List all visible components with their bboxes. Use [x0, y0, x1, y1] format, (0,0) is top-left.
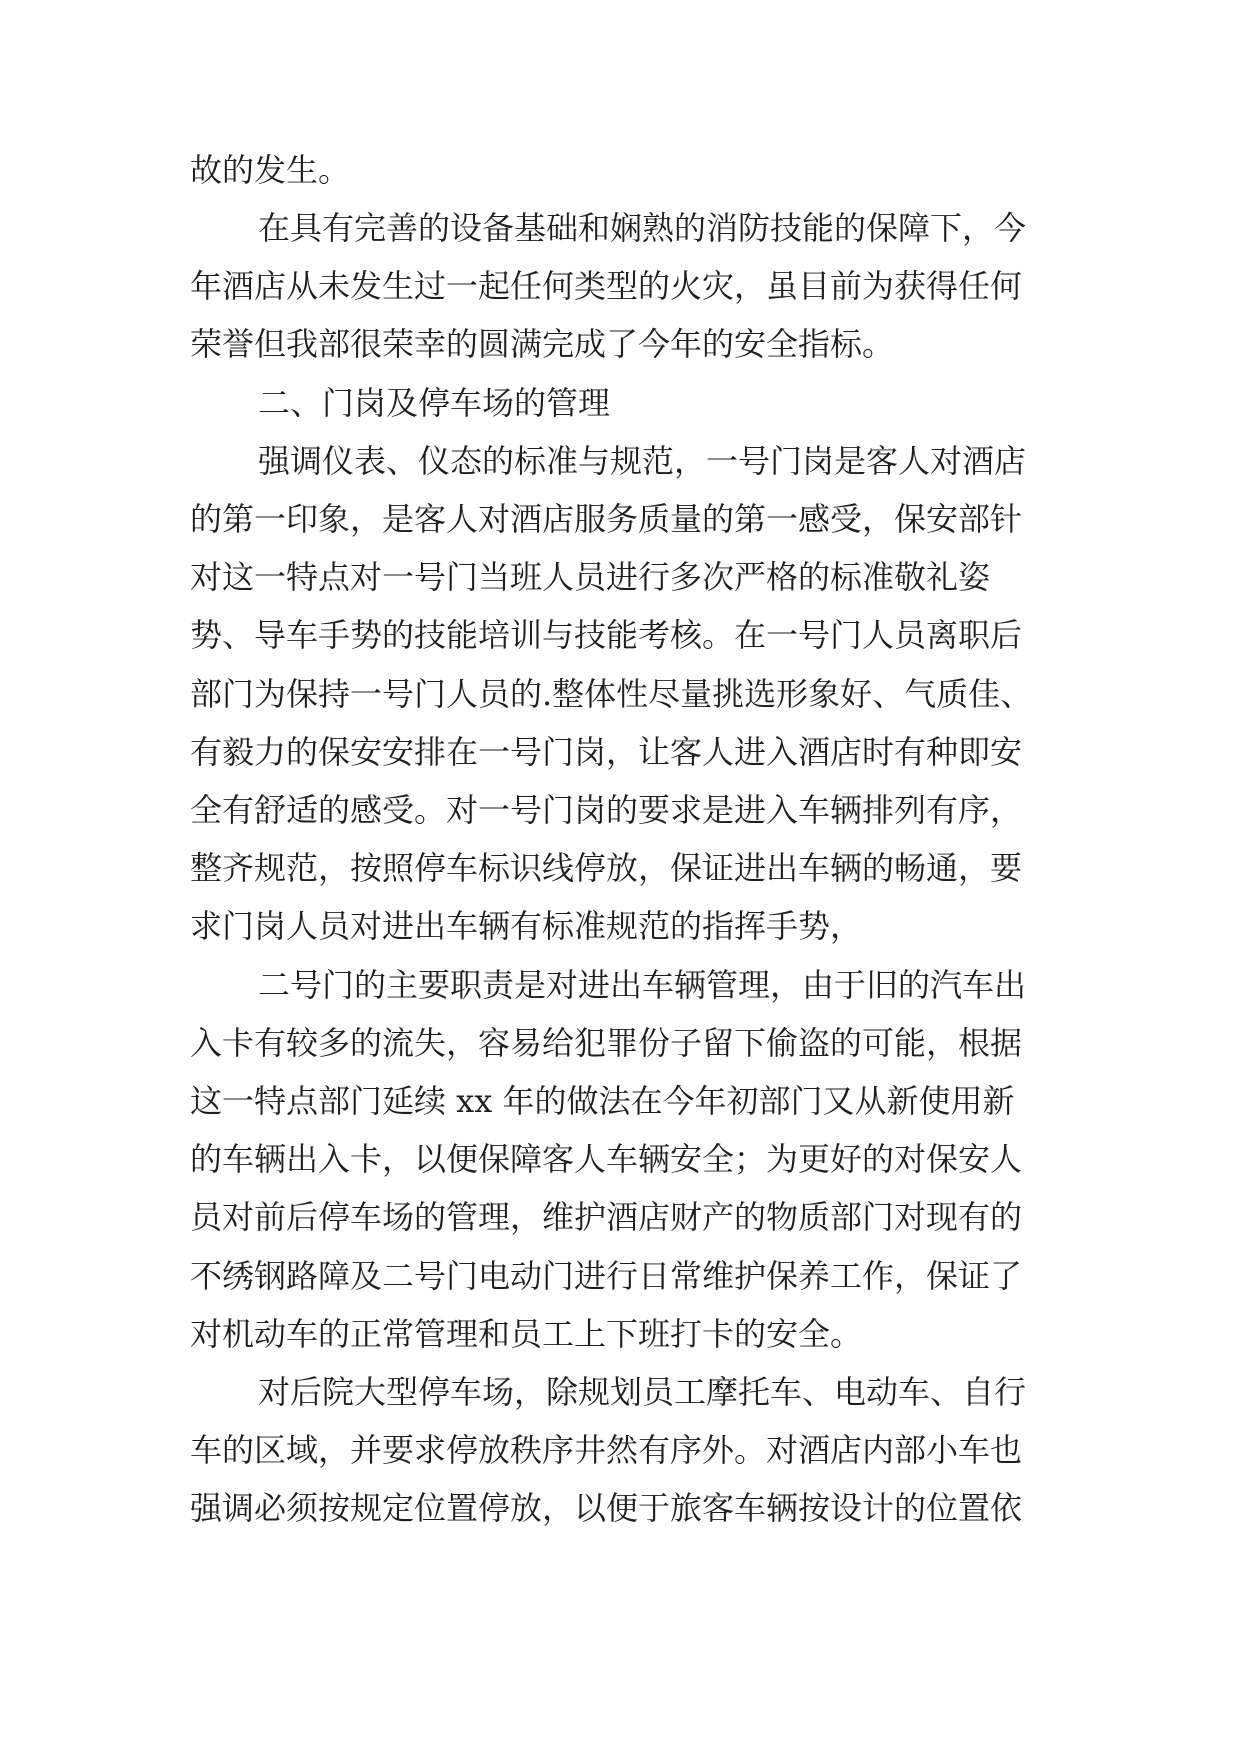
text-line: 车的区域，并要求停放秩序井然有序外。对酒店内部小车也 — [190, 1431, 1023, 1469]
text-line: 不绣钢路障及二号门电动门进行日常维护保养工作，保证了 — [190, 1257, 1023, 1295]
text-line: 势、导车手势的技能培训与技能考核。在一号门人员离职后 — [190, 616, 1023, 654]
text-line: 这一特点部门延续 xx 年的做法在今年初部门又从新使用新 — [190, 1082, 1015, 1120]
text-line: 有毅力的保安安排在一号门岗，让客人进入酒店时有种即安 — [190, 733, 1023, 771]
text-line: 对这一特点对一号门当班人员进行多次严格的标准敬礼姿 — [190, 558, 991, 596]
text-line: 员对前后停车场的管理，维护酒店财产的物质部门对现有的 — [190, 1198, 1023, 1236]
text-line: 求门岗人员对进出车辆有标准规范的指挥手势， — [190, 907, 863, 945]
text-line: 年酒店从未发生过一起任何类型的火灾，虽目前为获得任何 — [190, 267, 1023, 305]
text-line: 强调必须按规定位置停放，以便于旅客车辆按设计的位置依 — [190, 1489, 1023, 1527]
text-line: 入卡有较多的流失，容易给犯罪份子留下偷盗的可能，根据 — [190, 1024, 1023, 1062]
paragraph-first-line: 二号门的主要职责是对进出车辆管理，由于旧的汽车出 — [258, 966, 1027, 1004]
text-line: 的第一印象，是客人对酒店服务质量的第一感受，保安部针 — [190, 500, 1023, 538]
paragraph-first-line: 对后院大型停车场，除规划员工摩托车、电动车、自行 — [258, 1373, 1027, 1411]
text-line: 故的发生。 — [190, 151, 351, 189]
paragraph-first-line: 强调仪表、仪态的标准与规范，一号门岗是客人对酒店 — [258, 442, 1027, 480]
text-line: 部门为保持一号门人员的.整体性尽量挑选形象好、气质佳、 — [190, 675, 1033, 713]
text-line: 整齐规范，按照停车标识线停放，保证进出车辆的畅通，要 — [190, 849, 1023, 887]
paragraph-first-line: 在具有完善的设备基础和娴熟的消防技能的保障下，今 — [258, 209, 1027, 247]
text-line: 全有舒适的感受。对一号门岗的要求是进入车辆排列有序， — [190, 791, 1023, 829]
text-line: 对机动车的正常管理和员工上下班打卡的安全。 — [190, 1315, 863, 1353]
section-heading: 二、门岗及停车场的管理 — [258, 384, 611, 422]
text-line: 的车辆出入卡，以便保障客人车辆安全；为更好的对保安人 — [190, 1140, 1023, 1178]
text-line: 荣誉但我部很荣幸的圆满完成了今年的安全指标。 — [190, 325, 895, 363]
